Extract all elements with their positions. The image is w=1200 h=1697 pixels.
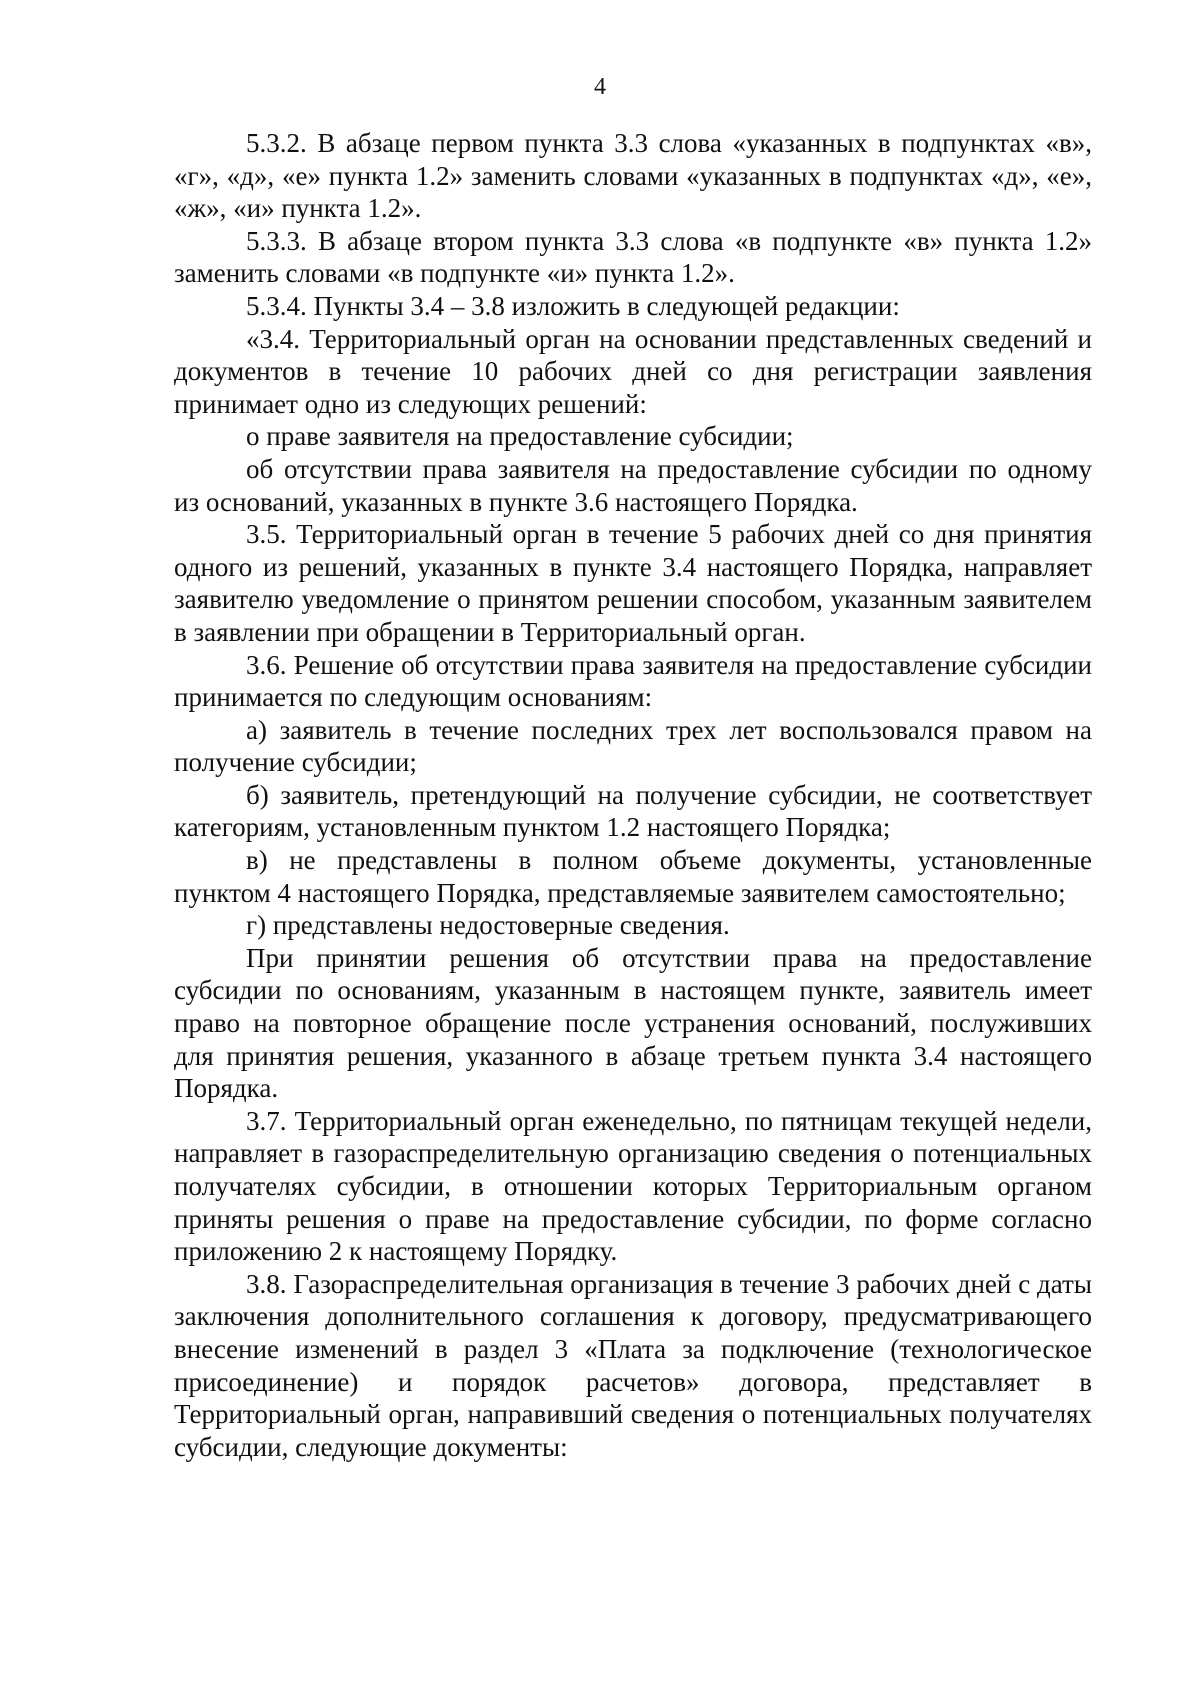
paragraph-5-3-4: 5.3.4. Пункты 3.4 – 3.8 изложить в следующей редакции: xyxy=(246,290,900,321)
paragraph-3-6: 3.6. Решение об отсутствии права заявителя на предоставление субсидии принимается по следующим основаниям: xyxy=(174,649,1092,713)
paragraph-5-3-2: 5.3.2. В абзаце первом пункта 3.3 слова «указанных в подпунктах «в», «г», «д», «е» пункта 1.2» заменить словами «указанных в подпунктах «д», «е», «ж», «и» пункта 1.2». xyxy=(174,128,1092,224)
document-body xyxy=(174,127,1092,1463)
paragraph-3-4: «3.4. Территориальный орган на основании представленных сведений и документов в течение 10 рабочих дней со дня регистрации заявления принимает одно из следующих решений: xyxy=(174,323,1092,419)
paragraph-3-6-note: При принятии решения об отсутствии права на предоставление субсидии по основаниям, указанным в настоящем пункте, заявитель имеет право на повторное обращение после устранения оснований, послуживших для принятия решения, указанного в абзаце третьем пункта 3.4 настоящего Порядка. xyxy=(174,942,1092,1104)
paragraph-3-5: 3.5. Территориальный орган в течение 5 рабочих дней со дня принятия одного из решений, указанных в пункте 3.4 настоящего Порядка, направляет заявителю уведомление о принятом решении способом, указанным заявителем в заявлении при обращении в Территориальный орган. xyxy=(174,519,1092,647)
paragraph-3-4-option-1: о праве заявителя на предоставление субсидии; xyxy=(246,421,794,452)
page-number: 4 xyxy=(594,74,606,100)
paragraph-3-6-b: б) заявитель, претендующий на получение субсидии, не соответствует категориям, установленным пунктом 1.2 настоящего Порядка; xyxy=(174,779,1092,843)
paragraph-3-6-g: г) представлены недостоверные сведения. xyxy=(246,910,730,941)
paragraph-5-3-3: 5.3.3. В абзаце втором пункта 3.3 слова «в подпункте «в» пункта 1.2» заменить словами «в подпункте «и» пункта 1.2». xyxy=(174,225,1092,289)
paragraph-3-6-v: в) не представлены в полном объеме документы, установленные пунктом 4 настоящего Порядка, представляемые заявителем самостоятельно; xyxy=(174,845,1092,908)
paragraph-3-6-a: а) заявитель в течение последних трех лет воспользовался правом на получение субсидии; xyxy=(174,714,1092,778)
paragraph-3-7: 3.7. Территориальный орган еженедельно, по пятницам текущей недели, направляет в газораспределительную организацию сведения о потенциальных получателях субсидии, в отношении которых Территориальным органом приняты решения о праве на предоставление субсидии, по форме согласно приложению 2 к настоящему Порядку. xyxy=(174,1105,1092,1267)
paragraph-3-8: 3.8. Газораспределительная организация в течение 3 рабочих дней с даты заключения дополнительного соглашения к договору, предусматривающего внесение изменений в раздел 3 «Плата за подключение (технологическое присоединение) и порядок расчетов» договора, представляет в Территориальный орган, направивший сведения о потенциальных получателях субсидии, следующие документы: xyxy=(174,1268,1092,1462)
paragraph-3-4-option-2: об отсутствии права заявителя на предоставление субсидии по одному из оснований, указанных в пункте 3.6 настоящего Порядка. xyxy=(174,453,1092,517)
